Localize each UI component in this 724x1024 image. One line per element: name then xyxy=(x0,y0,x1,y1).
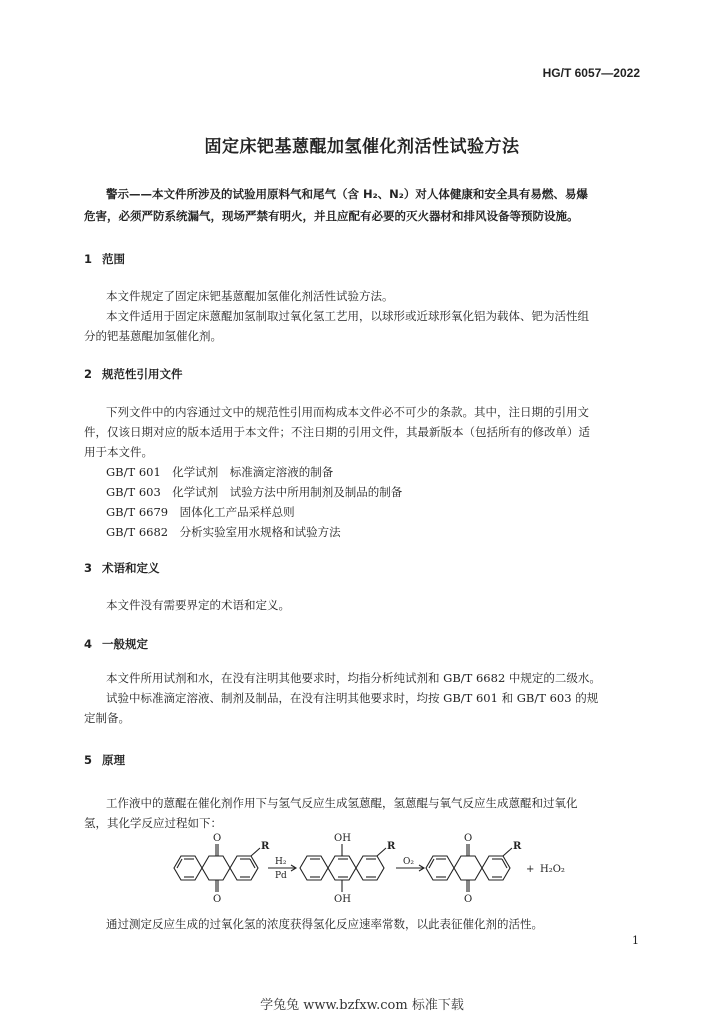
section-number: 4 xyxy=(84,637,93,651)
section-title: 规范性引用文件 xyxy=(102,367,183,381)
anthraquinone-structure xyxy=(426,844,512,892)
section-heading-terms xyxy=(84,560,160,576)
hydrogen-peroxide-label: H₂O₂ xyxy=(540,864,565,875)
section-number: 3 xyxy=(84,561,93,575)
paragraph: 试验中标准滴定溶液、制剂及制品，在没有注明其他要求时，均按 GB/T 601 和 GB/T 603 的规 xyxy=(106,691,599,705)
paragraph: 定制备。 xyxy=(84,711,130,725)
paragraph: 工作液中的蒽醌在催化剂作用下与氢气反应生成氢蒽醌，氢蒽醌与氧气反应生成蒽醌和过氧化 xyxy=(106,796,578,810)
paragraph: 用于本文件。 xyxy=(84,445,153,459)
warning-block xyxy=(84,183,644,227)
section-title: 范围 xyxy=(102,252,125,266)
normative-text xyxy=(84,402,644,542)
catalyst-pd-label: Pd xyxy=(275,871,287,881)
section-heading-principle xyxy=(84,752,125,768)
oxygen-label: O xyxy=(464,894,473,905)
section-heading-scope xyxy=(84,251,125,267)
paragraph: 本文件没有需要界定的术语和定义。 xyxy=(106,598,290,612)
reference-item: GB/T 6679 固体化工产品采样总则 xyxy=(106,505,295,519)
paragraph: 通过测定反应生成的过氧化氢的浓度获得氢化反应速率常数，以此表征催化剂的活性。 xyxy=(106,917,543,931)
section-title: 一般规定 xyxy=(102,637,148,651)
anthrahydroquinone-structure xyxy=(300,844,386,892)
r-group-label: R xyxy=(261,841,270,852)
paragraph: 分的钯基蒽醌加氢催化剂。 xyxy=(84,329,222,343)
section-title: 术语和定义 xyxy=(102,561,160,575)
paragraph: 本文件规定了固定床钯基蒽醌加氢催化剂活性试验方法。 xyxy=(106,289,394,303)
reference-item: GB/T 6682 分析实验室用水规格和试验方法 xyxy=(106,525,341,539)
hydroxyl-label: OH xyxy=(334,833,351,844)
scope-text xyxy=(84,286,644,346)
section-number: 2 xyxy=(84,367,93,381)
reference-item: GB/T 601 化学试剂 标准滴定溶液的制备 xyxy=(106,465,334,479)
section-title: 原理 xyxy=(102,753,125,767)
r-group-label: R xyxy=(513,841,522,852)
paragraph: 本文件适用于固定床蒽醌加氢制取过氧化氢工艺用，以球形或近球形氧化铝为载体、钯为活性组 xyxy=(106,309,589,323)
paragraph: 下列文件中的内容通过文中的规范性引用而构成本文件必不可少的条款。其中，注日期的引用文 xyxy=(106,405,589,419)
paragraph: 本文件所用试剂和水，在没有注明其他要求时，均指分析纯试剂和 GB/T 6682 中规定的二级水。 xyxy=(106,671,601,685)
footer-watermark: 学兔兔 www.bzfxw.com 标准下载 xyxy=(260,998,464,1013)
oxygen-label: O xyxy=(213,894,222,905)
page-title: 固定床钯基蒽醌加氢催化剂活性试验方法 xyxy=(204,137,520,157)
reagent-h2-label: H₂ xyxy=(275,857,287,867)
section-number: 1 xyxy=(84,252,93,266)
principle-text xyxy=(84,793,644,833)
principle-conclusion xyxy=(84,914,644,934)
page-number: 1 xyxy=(632,934,639,947)
reference-item: GB/T 603 化学试剂 试验方法中所用制剂及制品的制备 xyxy=(106,485,403,499)
paragraph: 件，仅该日期对应的版本适用于本文件；不注日期的引用文件，其最新版本（包括所有的修改单）适 xyxy=(84,425,590,439)
plus-sign: + xyxy=(526,864,535,875)
reagent-o2-label: O₂ xyxy=(403,857,414,867)
terms-text xyxy=(84,595,644,615)
anthraquinone-structure xyxy=(174,844,260,892)
general-text xyxy=(84,668,644,728)
standard-number: HG/T 6057—2022 xyxy=(542,66,640,80)
oxygen-label: O xyxy=(213,833,222,844)
warning-line: 警示——本文件所涉及的试验用原料气和尾气（含 H₂、N₂）对人体健康和安全具有易燃、易爆 xyxy=(106,187,588,201)
section-number: 5 xyxy=(84,753,93,767)
oxygen-label: O xyxy=(464,833,473,844)
paragraph: 氢，其化学反应过程如下： xyxy=(84,816,222,830)
section-heading-general xyxy=(84,636,148,652)
hydroxyl-label: OH xyxy=(334,894,351,905)
warning-line: 危害，必须严防系统漏气，现场严禁有明火，并且应配有必要的灭火器材和排风设备等预防设施。 xyxy=(84,209,579,223)
reaction-scheme xyxy=(150,828,590,908)
r-group-label: R xyxy=(387,841,396,852)
section-heading-normative xyxy=(84,366,183,382)
